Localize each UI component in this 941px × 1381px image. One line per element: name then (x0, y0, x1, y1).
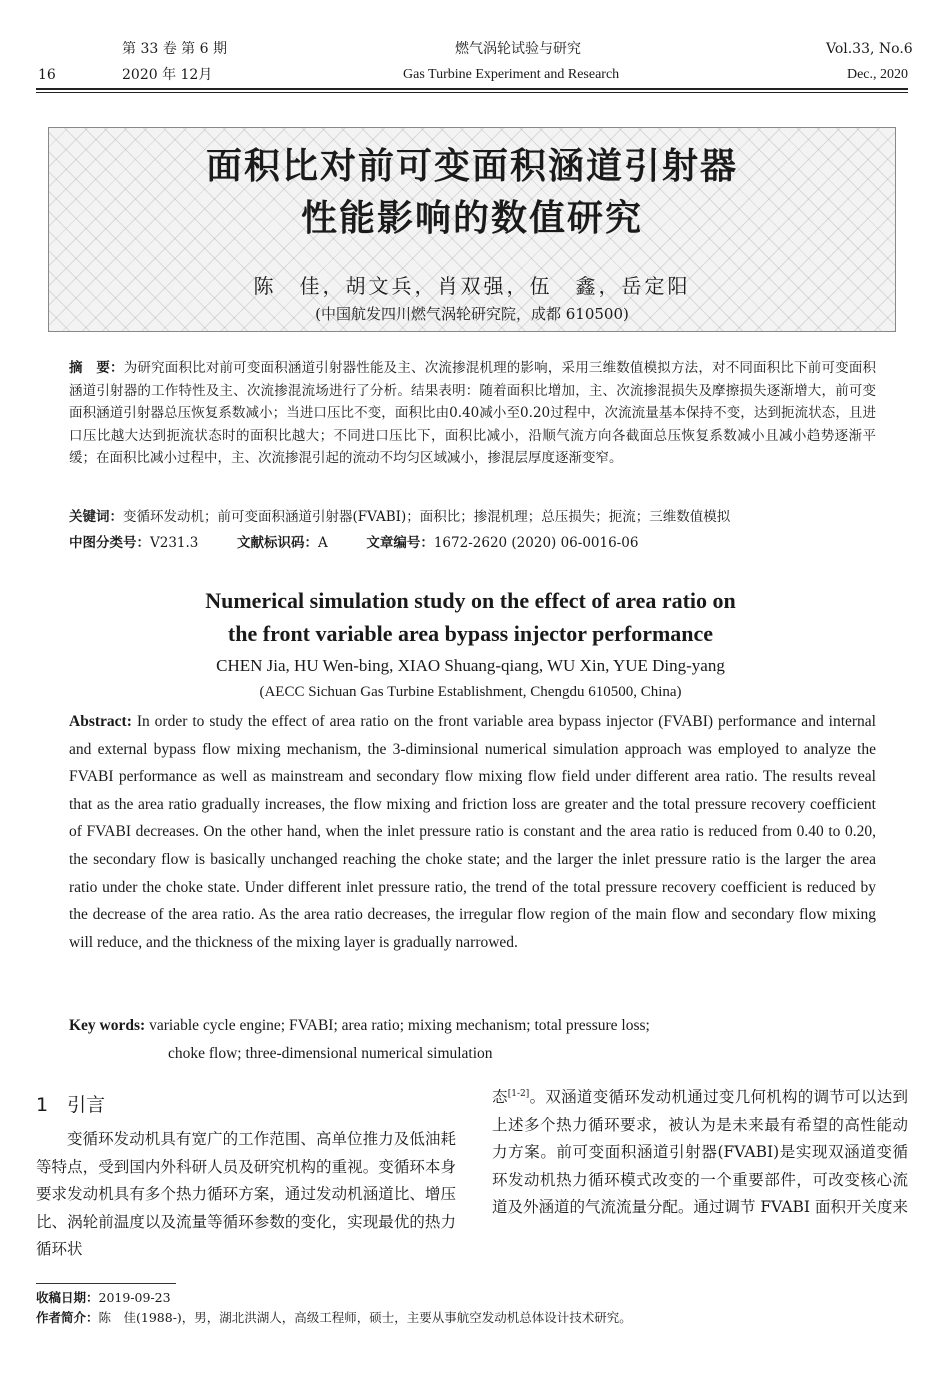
title-en-line2: the front variable area bypass injector performance (227, 621, 714, 646)
clc-label: 中图分类号： (69, 535, 150, 551)
affiliation-en: (AECC Sichuan Gas Turbine Establishment, Chengdu 610500, China) (259, 684, 682, 700)
abstract-en: Abstract: In order to study the effect of area ratio on the front variable area bypass injector (FVABI) performance and internal and external bypass flow mixing mechanism, the 3-diminsional numerical simulation approach was employed to analyze the FVABI performance as well as mainstream and secondary flow mixing flow field under different area ratio. The results reveal that as the area ratio gradually increases, the flow mixing and friction loss are greater and the total pressure recovery coefficient of FVABI decreases. On the other hand, when the inlet pressure ratio is constant and the area ratio is reduced from 0.40 to 0.20, the secondary flow is basically unchanged reaching the choke state; and the larger the inlet pressure ratio is the larger the area ratio under the choke state. Under different inlet pressure ratio, the trend of the total pressure recovery coefficient is reduced by the decrease of the area ratio. As the area ratio decreases, the irregular flow region of the main flow and secondary flow mixing will reduce, and the thickness of the mixing layer is gradually narrowed. (69, 713, 876, 951)
citation-ref[interactable]: [1-2] (507, 1088, 530, 1099)
classification-row (69, 533, 638, 553)
author-bio (36, 1309, 632, 1327)
affiliation-cn: (中国航发四川燃气涡轮研究院，成都 610500) (315, 305, 629, 323)
keywords-cn-label: 关键词： (69, 509, 123, 525)
header-rule-thick (36, 88, 908, 90)
keywords-en-line1: variable cycle engine; FVABI; area ratio; mixing mechanism; total pressure loss; (149, 1017, 650, 1034)
keywords-en-label: Key words (69, 1017, 141, 1034)
article-number-label: 文章编号： (366, 535, 434, 551)
abstract-cn (69, 357, 876, 470)
issue-date-cn: 2020 年 12月 (122, 67, 213, 83)
author-bio-label: 作者简介： (36, 1310, 99, 1325)
doc-code-label: 文献标识码： (237, 535, 318, 551)
page-number: 16 (38, 67, 56, 83)
intro-right-text-a: 态 (492, 1088, 508, 1106)
abstract-cn-label: 摘 要： (69, 360, 124, 376)
received-label: 收稿日期： (36, 1290, 99, 1305)
section-heading: 1 引言 (36, 1094, 106, 1116)
volume-issue-cn: 第 33 卷 第 6 期 (122, 41, 227, 57)
keywords-cn (69, 506, 876, 529)
title-cn-line1: 面积比对前可变面积涵道引射器 (205, 146, 738, 187)
received-date (36, 1289, 171, 1307)
abstract-cn-text: 为研究面积比对前可变面积涵道引射器性能及主、次流掺混机理的影响，采用三维数值模拟方法，对不同面积比下前可变面积涵道引射器的工作特性及主、次流掺混流场进行了分析。结果表明：随着面积比增加，主、次流掺混损失及摩擦损失逐渐增大，前可变面积涵道引射器总压恢复系数减小；当进口压比不变，面积比由0.40减小至0.20过程中，次流流量基本保持不变，达到扼流状态，且进口压比越大达到扼流状态时的面积比越大；不同进口压比下，面积比减小，沿顺气流方向各截面总压恢复系数减小且减小趋势逐渐平缓；在面积比减小过程中，主、次流掺混引起的流动不均匀区域减小，掺混层厚度逐渐变窄。 (69, 360, 877, 466)
author-bio-text: 陈 佳(1988-)，男，湖北洪湖人，高级工程师，硕士，主要从事航空发动机总体设计技术研究。 (98, 1310, 632, 1325)
title-box (48, 127, 896, 332)
journal-name-cn: 燃气涡轮试验与研究 (455, 41, 581, 57)
intro-left-column: 变循环发动机具有宽广的工作范围、高单位推力及低油耗等特点，受到国内外科研人员及研究机构的重视。变循环本身要求发动机具有多个热力循环方案，通过发动机涵道比、增压比、涡轮前温度以及流量等循环参数的变化，实现最优的热力循环状 (36, 1130, 456, 1258)
article-number-value: 1672-2620 (2020) 06-0016-06 (433, 535, 639, 551)
footnote-rule (36, 1283, 176, 1284)
authors-en: CHEN Jia, HU Wen-bing, XIAO Shuang-qiang, WU Xin, YUE Ding-yang (216, 656, 725, 675)
intro-right-text-b: 。双涵道变循环发动机通过变几何机构的调节可以达到上述多个热力循环要求，被认为是未来最有希望的高性能动力方案。前可变面积涵道引射器(FVABI)是实现双涵道变循环发动机热力循环模式改变的一个重要部件，可改变核心流道及外涵道的气流流量分配。通过调节 FVABI 面积开关度来 (492, 1088, 908, 1216)
authors-cn: 陈 佳，胡文兵，肖双强，伍 鑫，岳定阳 (253, 274, 691, 298)
intro-right-column (492, 1084, 908, 1222)
received-value: 2019-09-23 (98, 1290, 171, 1305)
clc-value: V231.3 (150, 535, 199, 551)
title-cn-line2: 性能影响的数值研究 (300, 198, 643, 239)
issue-date-en: Dec., 2020 (846, 67, 908, 82)
volume-issue-en: Vol.33, No.6 (826, 41, 913, 57)
abstract-en-label: Abstract (69, 713, 127, 730)
journal-name-en: Gas Turbine Experiment and Research (403, 67, 620, 82)
abstract-en-text: In order to study the effect of area ratio on the front variable area bypass injector (FVABI) performance and internal and external bypass flow mixing mechanism, the 3-diminsional numerical simulation approach was employed to analyze the FVABI performance as well as mainstream and secondary flow mixing flow field under different area ratio. The results reveal that as the area ratio gradually increases, the flow mixing and friction loss are greater and the total pressure recovery coefficient of FVABI decreases. On the other hand, when the inlet pressure ratio is constant and the area ratio is reduced from 0.40 to 0.20, the secondary flow is basically unchanged reaching the choke state; and the larger the inlet pressure ratio is the larger the area ratio under the choke state. Under different inlet pressure ratio, the trend of the total pressure recovery coefficient is reduced by the decrease of the area ratio. As the area ratio decreases, the irregular flow region of the main flow and secondary flow mixing will reduce, and the thickness of the mixing layer is gradually narrowed. (69, 713, 876, 951)
header-rule-thin (36, 92, 908, 93)
keywords-en-line2: choke flow; three-dimensional numerical simulation (168, 1045, 493, 1062)
title-en-line1: Numerical simulation study on the effect of area ratio on (205, 588, 736, 613)
keywords-en: Key words: variable cycle engine; FVABI; area ratio; mixing mechanism; total pressure loss; (69, 1017, 650, 1034)
doc-code-value: A (318, 535, 328, 551)
keywords-cn-text: 变循环发动机；前可变面积涵道引射器(FVABI)；面积比；掺混机理；总压损失；扼流；三维数值模拟 (123, 509, 731, 525)
